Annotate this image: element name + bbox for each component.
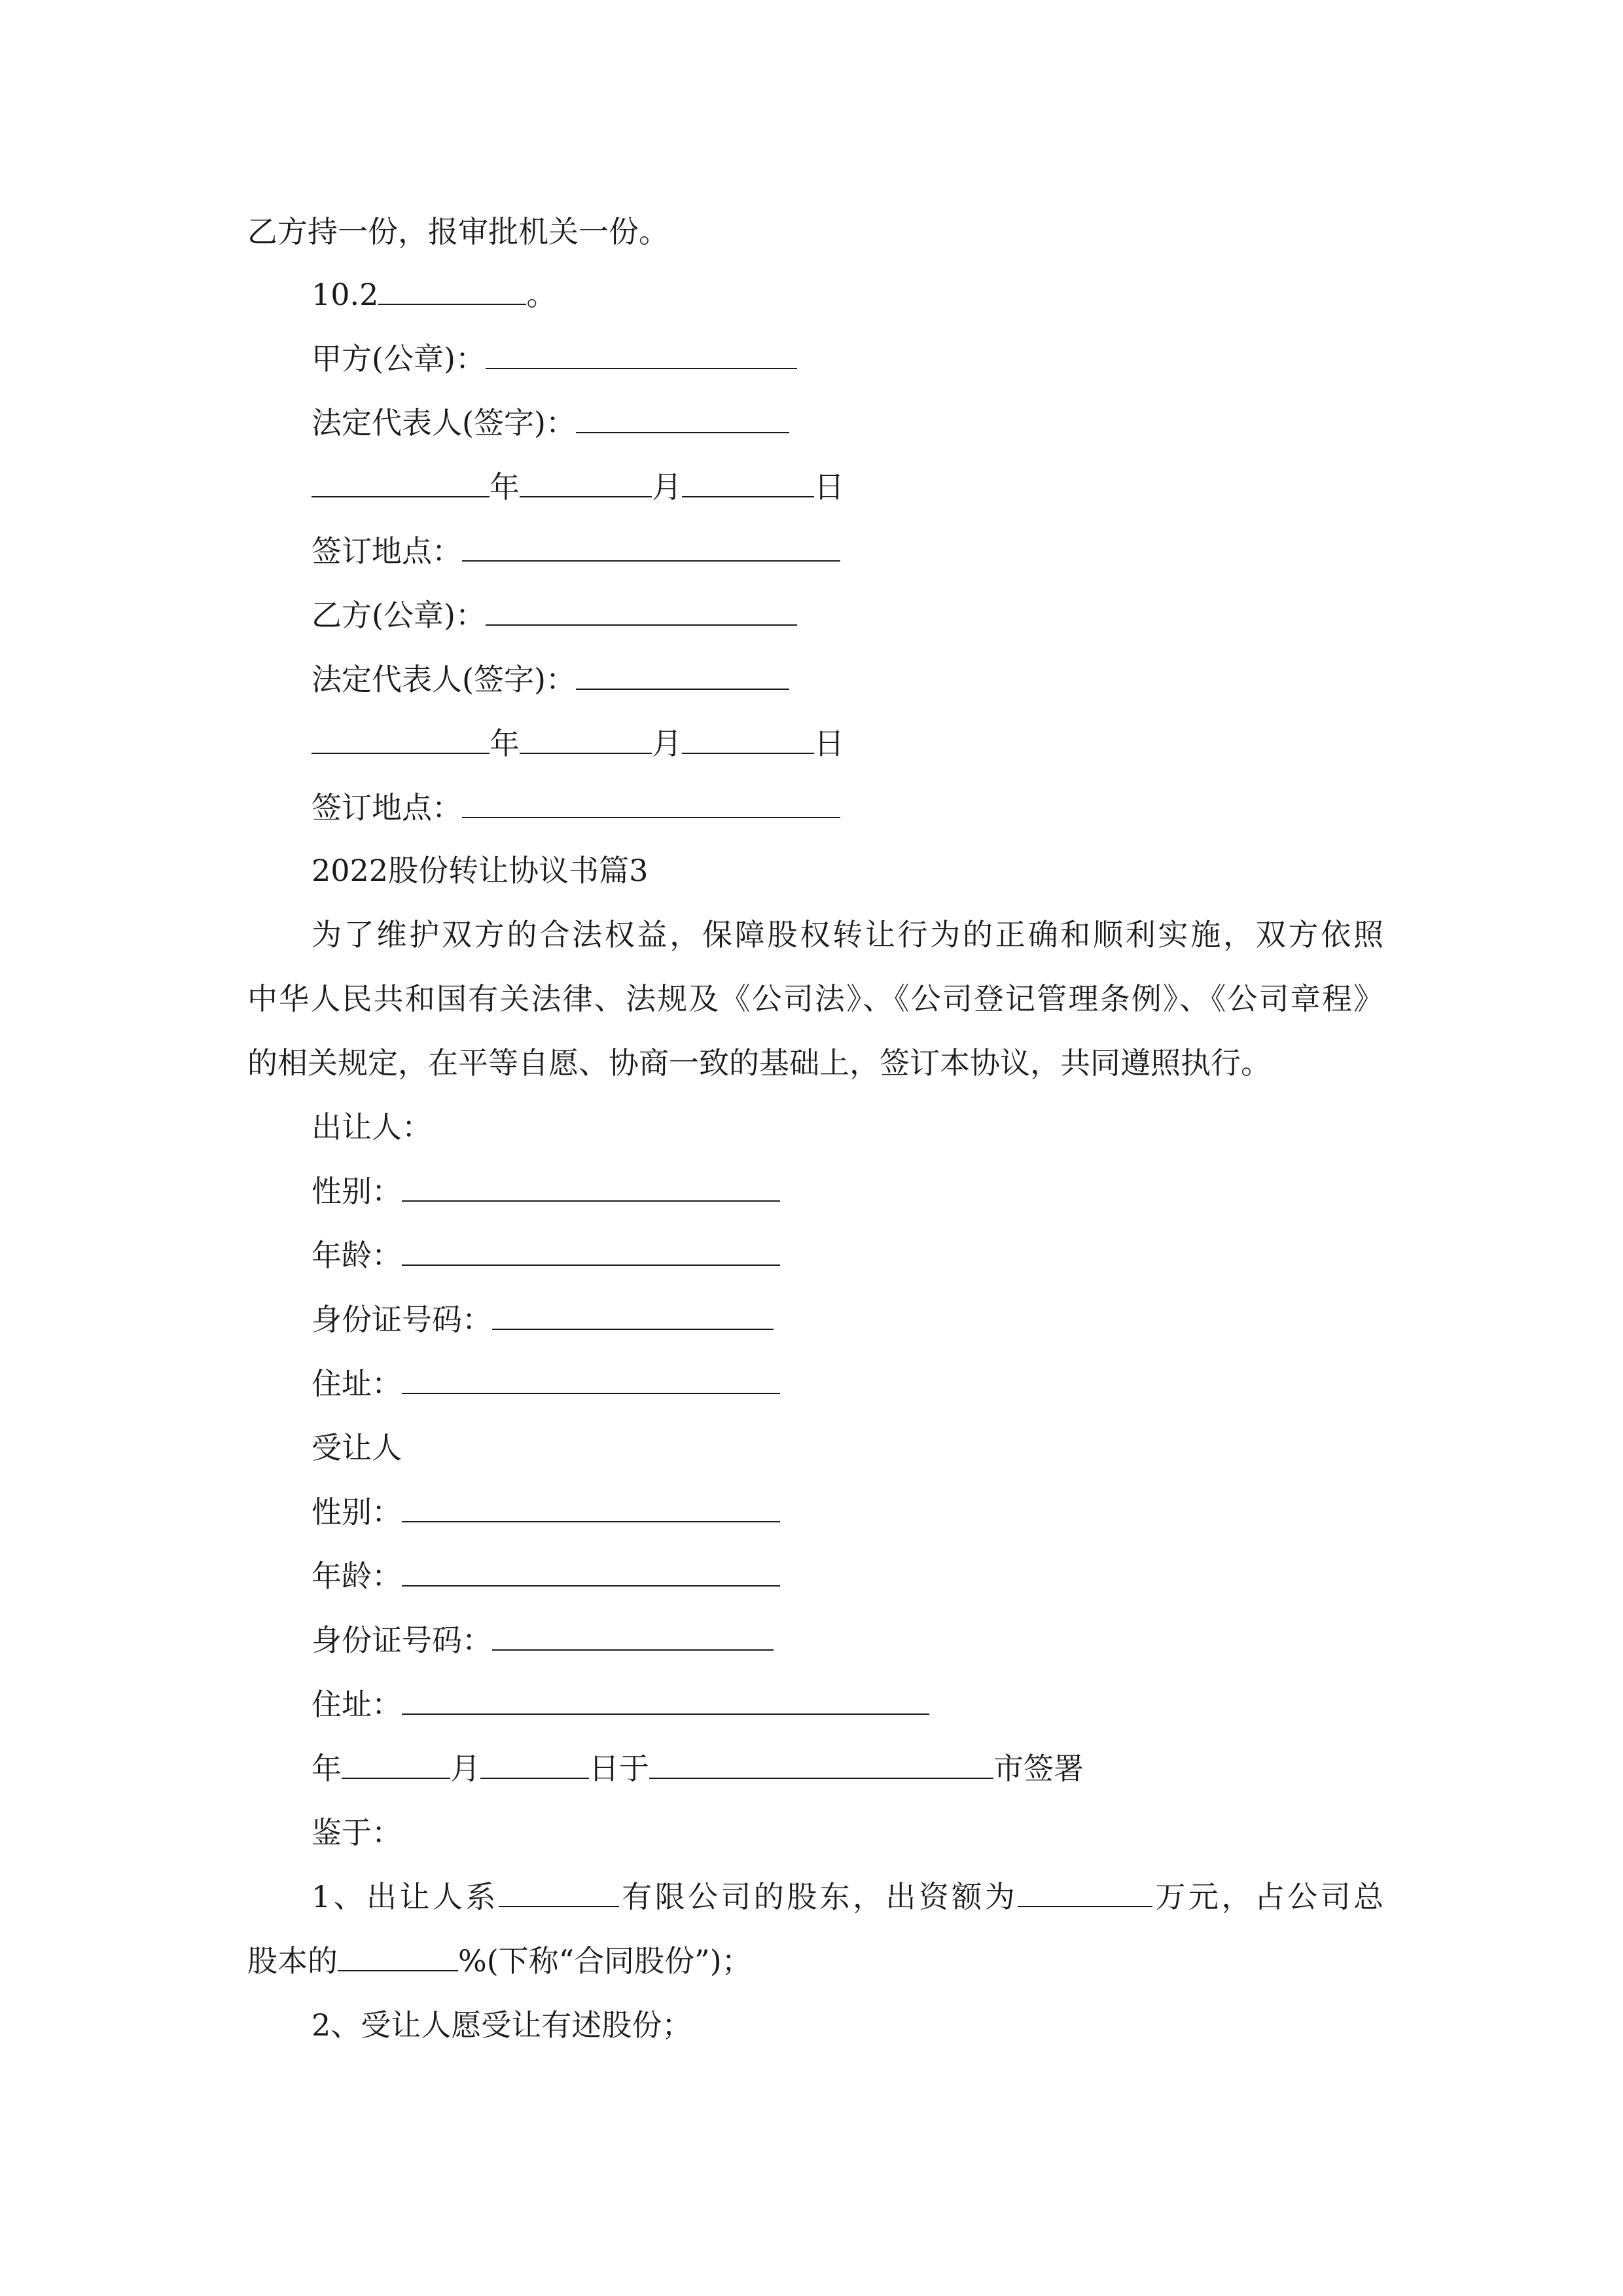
party-b-seal: 乙方(公章)： [312,596,797,635]
party-a-place: 签订地点： [312,531,840,571]
age-field[interactable] [402,1556,780,1587]
gender-field[interactable] [402,1492,780,1522]
day-field[interactable] [682,467,814,497]
party-a-date: 年 月 日 [312,467,844,507]
signing-date-place: 年 月 日于 市签署 [312,1749,1084,1788]
transferee-heading: 受让人 [312,1430,402,1465]
transferee-address: 住址： [312,1685,929,1724]
transferee-id: 身份证号码： [312,1621,774,1660]
transferee-age: 年龄： [312,1556,780,1596]
item-1: 1、出让人系 有限公司的股东，出资额为 万元，占公司总 [312,1877,1383,1916]
company-name-field[interactable] [499,1877,619,1907]
transferee-gender: 性别： [312,1492,780,1532]
party-b-signature-field[interactable] [576,660,789,690]
party-a-seal: 甲方(公章)： [312,339,797,378]
transferor-address: 住址： [312,1364,780,1403]
address-field[interactable] [402,1364,780,1394]
party-b-seal-field[interactable] [486,596,797,626]
paragraph-line: 为了维护双方的合法权益，保障股权转让行为的正确和顺利实施，双方依照 [312,917,1383,952]
id-number-field[interactable] [492,1621,774,1651]
item-2: 2、受让人愿受让有述股份； [312,2007,692,2043]
day-field[interactable] [480,1749,589,1779]
id-number-field[interactable] [492,1300,774,1330]
transferor-id: 身份证号码： [312,1300,774,1339]
party-b-place: 签订地点： [312,788,840,827]
item-1-continued: 股本的 %(下称“合同股份”)； [247,1941,752,1981]
transferor-heading: 出让人： [312,1109,432,1145]
capital-amount-field[interactable] [1018,1877,1152,1907]
party-b-representative: 法定代表人(签字)： [312,660,789,699]
address-field[interactable] [402,1685,929,1715]
day-field[interactable] [682,724,814,754]
whereas-heading: 鉴于： [312,1815,402,1850]
blank-field[interactable] [378,275,526,305]
gender-field[interactable] [402,1172,780,1202]
party-a-seal-field[interactable] [486,339,797,369]
paragraph-line: 中华人民共和国有关法律、法规及《公司法》、《公司登记管理条例》、《公司章程》 [247,981,1383,1016]
signing-place-field[interactable] [462,788,840,818]
party-a-signature-field[interactable] [576,403,789,433]
signing-place-field[interactable] [462,531,840,562]
party-a-representative: 法定代表人(签字)： [312,403,789,442]
city-field[interactable] [649,1749,993,1779]
paragraph-line: 的相关规定，在平等自愿、协商一致的基础上，签订本协议，共同遵照执行。 [247,1045,1271,1081]
age-field[interactable] [402,1236,780,1266]
year-field[interactable] [312,724,490,754]
year-field[interactable] [312,467,490,497]
month-field[interactable] [520,724,652,754]
party-b-date: 年 月 日 [312,724,844,763]
transferor-gender: 性别： [312,1172,780,1211]
month-field[interactable] [520,467,652,497]
text-line: 乙方持一份，报审批机关一份。 [247,214,669,249]
month-field[interactable] [342,1749,450,1779]
clause-10-2: 10.2 。 [312,275,556,314]
share-percent-field[interactable] [338,1941,458,1971]
transferor-age: 年龄： [312,1236,780,1275]
section-heading: 2022股份转让协议书篇3 [312,853,649,888]
